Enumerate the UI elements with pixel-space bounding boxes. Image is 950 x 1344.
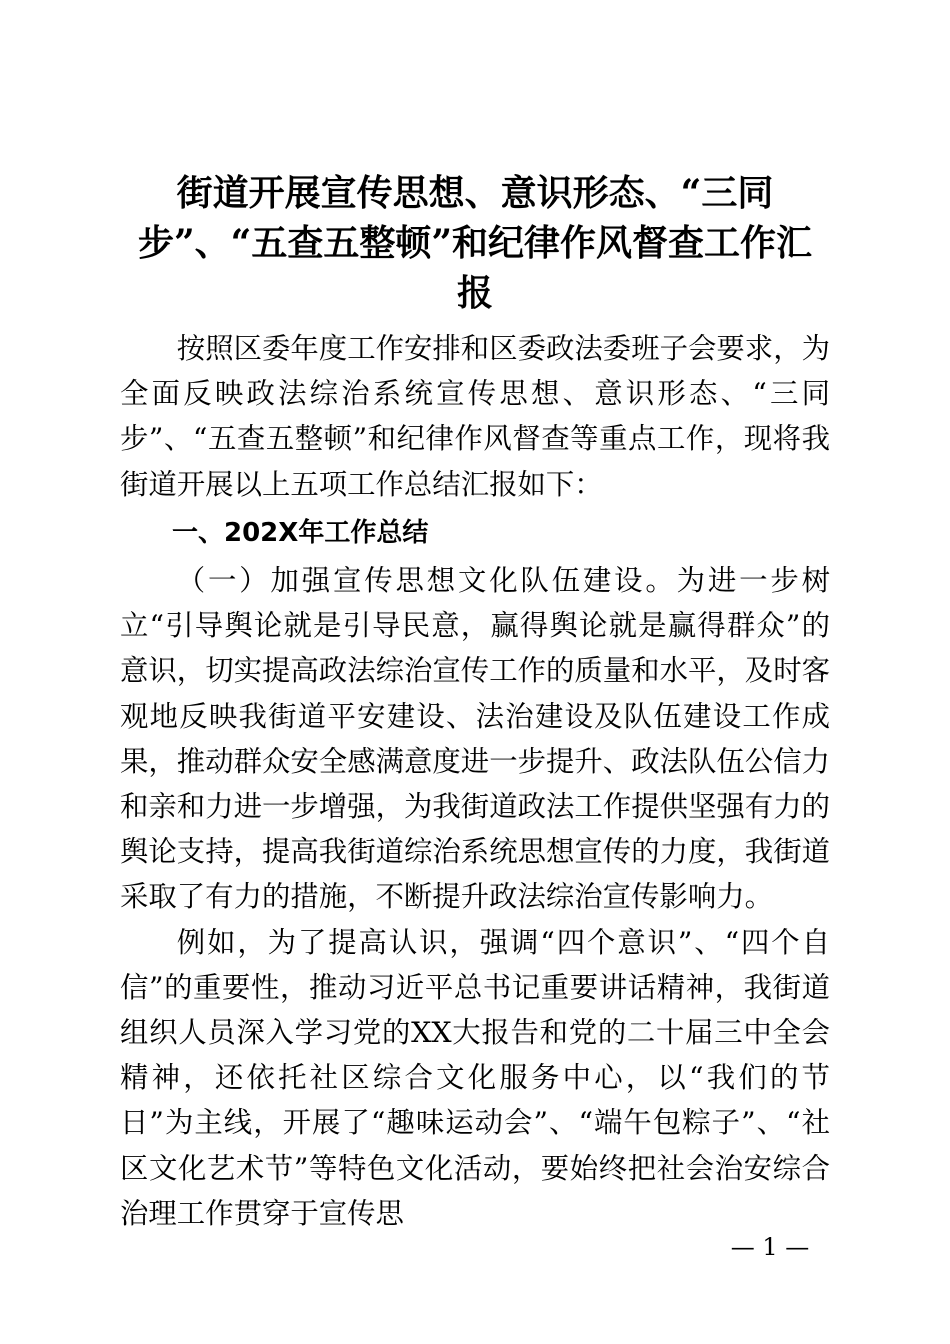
- body-paragraph: （一）加强宣传思想文化队伍建设。为进一步树立“引导舆论就是引导民意，赢得舆论就是赢得群众”的意识，切实提高政法综治宣传工作的质量和水平，及时客观地反映我街道平安建设、法治建设及队伍建设工作成果，推动群众安全感满意度进一步提升、政法队伍公信力和亲和力进一步增强，为我街道政法工作提供坚强有力的舆论支持，提高我街道综治系统思想宣传的力度，我街道采取了有力的措施，不断提升政法综治宣传影响力。: [120, 564, 830, 914]
- document-title: 街道开展宣传思想、意识形态、“三同步”、“五查五整顿”和纪律作风督查工作汇报: [137, 172, 813, 314]
- body-paragraph: 例如，为了提高认识，强调“四个意识”、“四个自信”的重要性，推动习近平总书记重要讲话精神，我街道组织人员深入学习党的XX大报告和党的二十届三中全会精神，还依托社区综合文化服务中心，以“我们的节日”为主线，开展了“趣味运动会”、“端午包粽子”、“社区文化艺术节”等特色文化活动，要始终把社会治安综合治理工作贯穿于宣传思: [120, 925, 830, 1230]
- section-heading: 一、202X年工作总结: [172, 517, 429, 548]
- intro-paragraph: 按照区委年度工作安排和区委政法委班子会要求，为全面反映政法综治系统宣传思想、意识形态、“三同步”、“五查五整顿”和纪律作风督查等重点工作，现将我街道开展以上五项工作总结汇报如下：: [120, 332, 830, 501]
- document-body: [120, 326, 830, 1236]
- page-number: — 1 —: [730, 1233, 810, 1261]
